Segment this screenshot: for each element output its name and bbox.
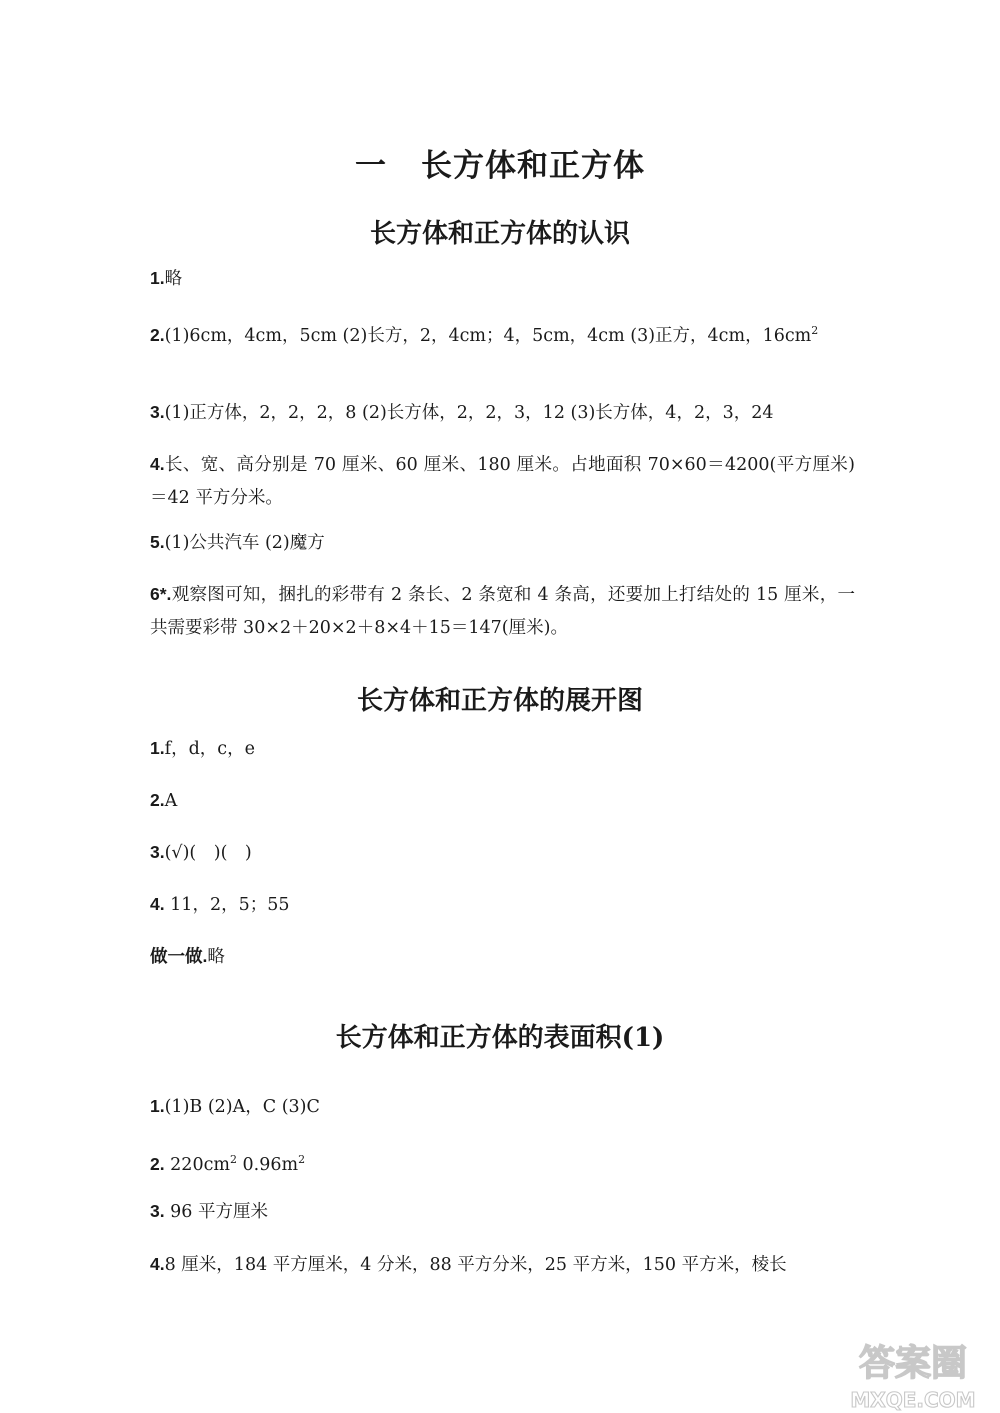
answer-item: 3.(1)正方体，2，2，2，8 (2)长方体，2，2，3，12 (3)长方体，4，2，3，24	[150, 402, 774, 423]
answer-item: 2.(1)6cm，4cm，5cm (2)长方，2，4cm；4，5cm，4cm (3)正方，4cm，$16cm^2$	[150, 324, 819, 346]
answer-item: 做一做.略	[150, 946, 225, 967]
chapter-title	[0, 140, 1000, 185]
answer-item: 3. 96 平方厘米	[150, 1201, 269, 1222]
section-title-recognition: 长方体和正方体的认识	[369, 219, 630, 249]
answer-item: 2.A	[150, 790, 178, 811]
answer-item: 1.f，d，c，e	[150, 738, 255, 759]
section-title-surface-area: 长方体和正方体的表面积(1)	[335, 1023, 665, 1053]
answer-item: 6*.观察图可知，捆扎的彩带有 2 条长、2 条宽和 4 条高，还要加上打结处的 15 厘米，一共需要彩带 30×2＋20×2＋8×4＋15＝147(厘米)。	[150, 584, 855, 638]
answer-item: 4.长、宽、高分别是 70 厘米、60 厘米、180 厘米。占地面积 70×60＝4200(平方厘米)＝42 平方分米。	[150, 454, 855, 508]
answer-item: 3.(√)( )( )	[150, 842, 252, 863]
answer-item: 1.(1)B (2)A，C (3)C	[150, 1096, 320, 1117]
section-title-nets: 长方体和正方体的展开图	[356, 686, 643, 716]
answer-item: 2. $220cm^2$ $0.96m^2$	[150, 1153, 306, 1175]
chapter-name: 长方体和正方体	[421, 148, 645, 184]
chapter-number: 一	[355, 148, 387, 184]
answer-item: 4.8 厘米，184 平方厘米，4 分米，88 平方分米，25 平方米，150 平方米，棱长	[150, 1254, 787, 1275]
watermark-text: 答案圈	[858, 1343, 968, 1384]
watermark-url: MXQE.COM	[850, 1388, 976, 1412]
answer-item: 5.(1)公共汽车 (2)魔方	[150, 532, 325, 553]
answer-item: 1.略	[150, 268, 183, 289]
answer-item: 4. 11，2，5；55	[150, 894, 290, 915]
watermark-logo	[841, 1333, 986, 1413]
